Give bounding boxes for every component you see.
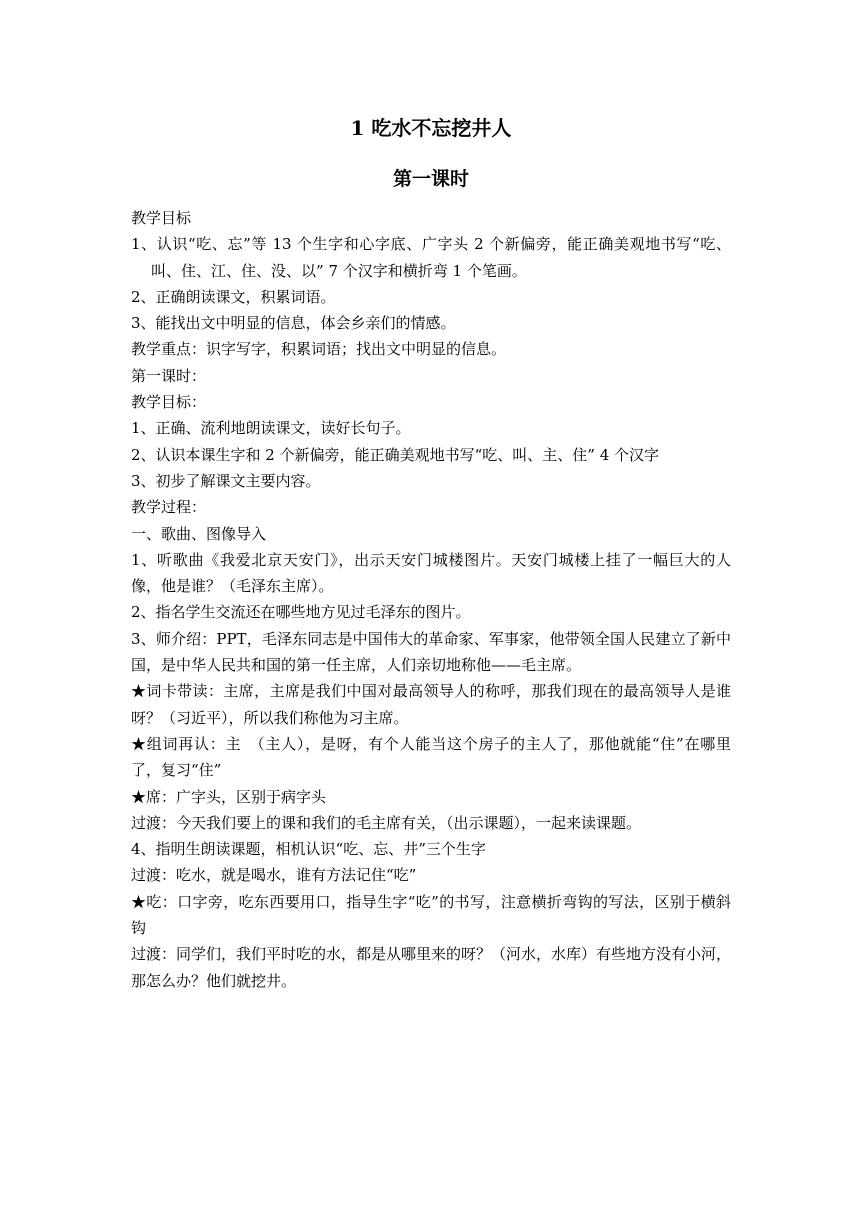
document-content bbox=[131, 113, 731, 994]
goal-item-1: 1、认识“吃、忘”等 13 个生字和心字底、广字头 2 个新偏旁，能正确美观地书写“吃、叫、住、江、住、没、以” 7 个汉字和横折弯 1 个笔画。 bbox=[131, 235, 731, 280]
teaching-process-heading: 教学过程： bbox=[131, 498, 207, 517]
period-goal-3: 3、初步了解课文主要内容。 bbox=[131, 471, 321, 490]
character-xi-note: ★席：广字头，区别于病字头 bbox=[131, 787, 327, 806]
teaching-focus: 教学重点：识字写字，积累词语；找出文中明显的信息。 bbox=[131, 340, 507, 359]
process-step-3: 3、师介绍：PPT，毛泽东同志是中国伟大的革命家、军事家，他带领全国人民建立了新中国，是中华人民共和国的第一任主席，人们亲切地称他——毛主席。 bbox=[131, 629, 731, 675]
lesson-body bbox=[131, 205, 731, 994]
process-step-4: 4、指明生朗读课题，相机认识“吃、忘、井”三个生字 bbox=[131, 840, 486, 859]
first-period-heading: 第一课时： bbox=[131, 366, 207, 385]
process-step-2: 2、指名学生交流还在哪些地方见过毛泽东的图片。 bbox=[131, 603, 471, 622]
goal-item-3: 3、能找出文中明显的信息，体会乡亲们的情感。 bbox=[131, 314, 456, 333]
period-goal-1: 1、正确、流利地朗读课文，读好长句子。 bbox=[131, 419, 411, 438]
goal-item-2: 2、正确朗读课文，积累词语。 bbox=[131, 287, 336, 306]
process-step-1: 1、听歌曲《我爱北京天安门》，出示天安门城楼图片。天安门城楼上挂了一幅巨大的人像，他是谁？（毛泽东主席）。 bbox=[131, 550, 731, 596]
lesson-subtitle: 第一课时 bbox=[392, 168, 469, 190]
teaching-goals-heading: 教学目标 bbox=[131, 209, 192, 227]
period-goal-2: 2、认识本课生字和 2 个新偏旁，能正确美观地书写“吃、叫、主、住” 4 个汉字 bbox=[131, 445, 660, 464]
period-goals-heading: 教学目标： bbox=[131, 393, 207, 412]
transition-3: 过渡：同学们，我们平时吃的水，都是从哪里来的呀？（河水，水库）有些地方没有小河，那怎么办？他们就挖井。 bbox=[131, 945, 732, 990]
word-recognition: ★组词再认：主 （主人），是呀，有个人能当这个房子的主人了，那他就能“住”在哪里了，复习“住” bbox=[131, 734, 731, 780]
word-card-reading: ★词卡带读：主席，主席是我们中国对最高领导人的称呼，那我们现在的最高领导人是谁呀？（习近平），所以我们称他为习主席。 bbox=[131, 682, 731, 727]
transition-1: 过渡：今天我们要上的课和我们的毛主席有关，（出示课题），一起来读课题。 bbox=[131, 813, 642, 832]
transition-2: 过渡：吃水，就是喝水，谁有方法记住“吃” bbox=[131, 866, 417, 885]
section-one-heading: 一、歌曲、图像导入 bbox=[131, 524, 267, 543]
lesson-title: 1 吃水不忘挖井人 bbox=[350, 116, 512, 140]
character-chi-note: ★吃：口字旁，吃东西要用口，指导生字“吃”的书写，注意横折弯钩的写法，区别于横斜钩 bbox=[131, 892, 731, 938]
